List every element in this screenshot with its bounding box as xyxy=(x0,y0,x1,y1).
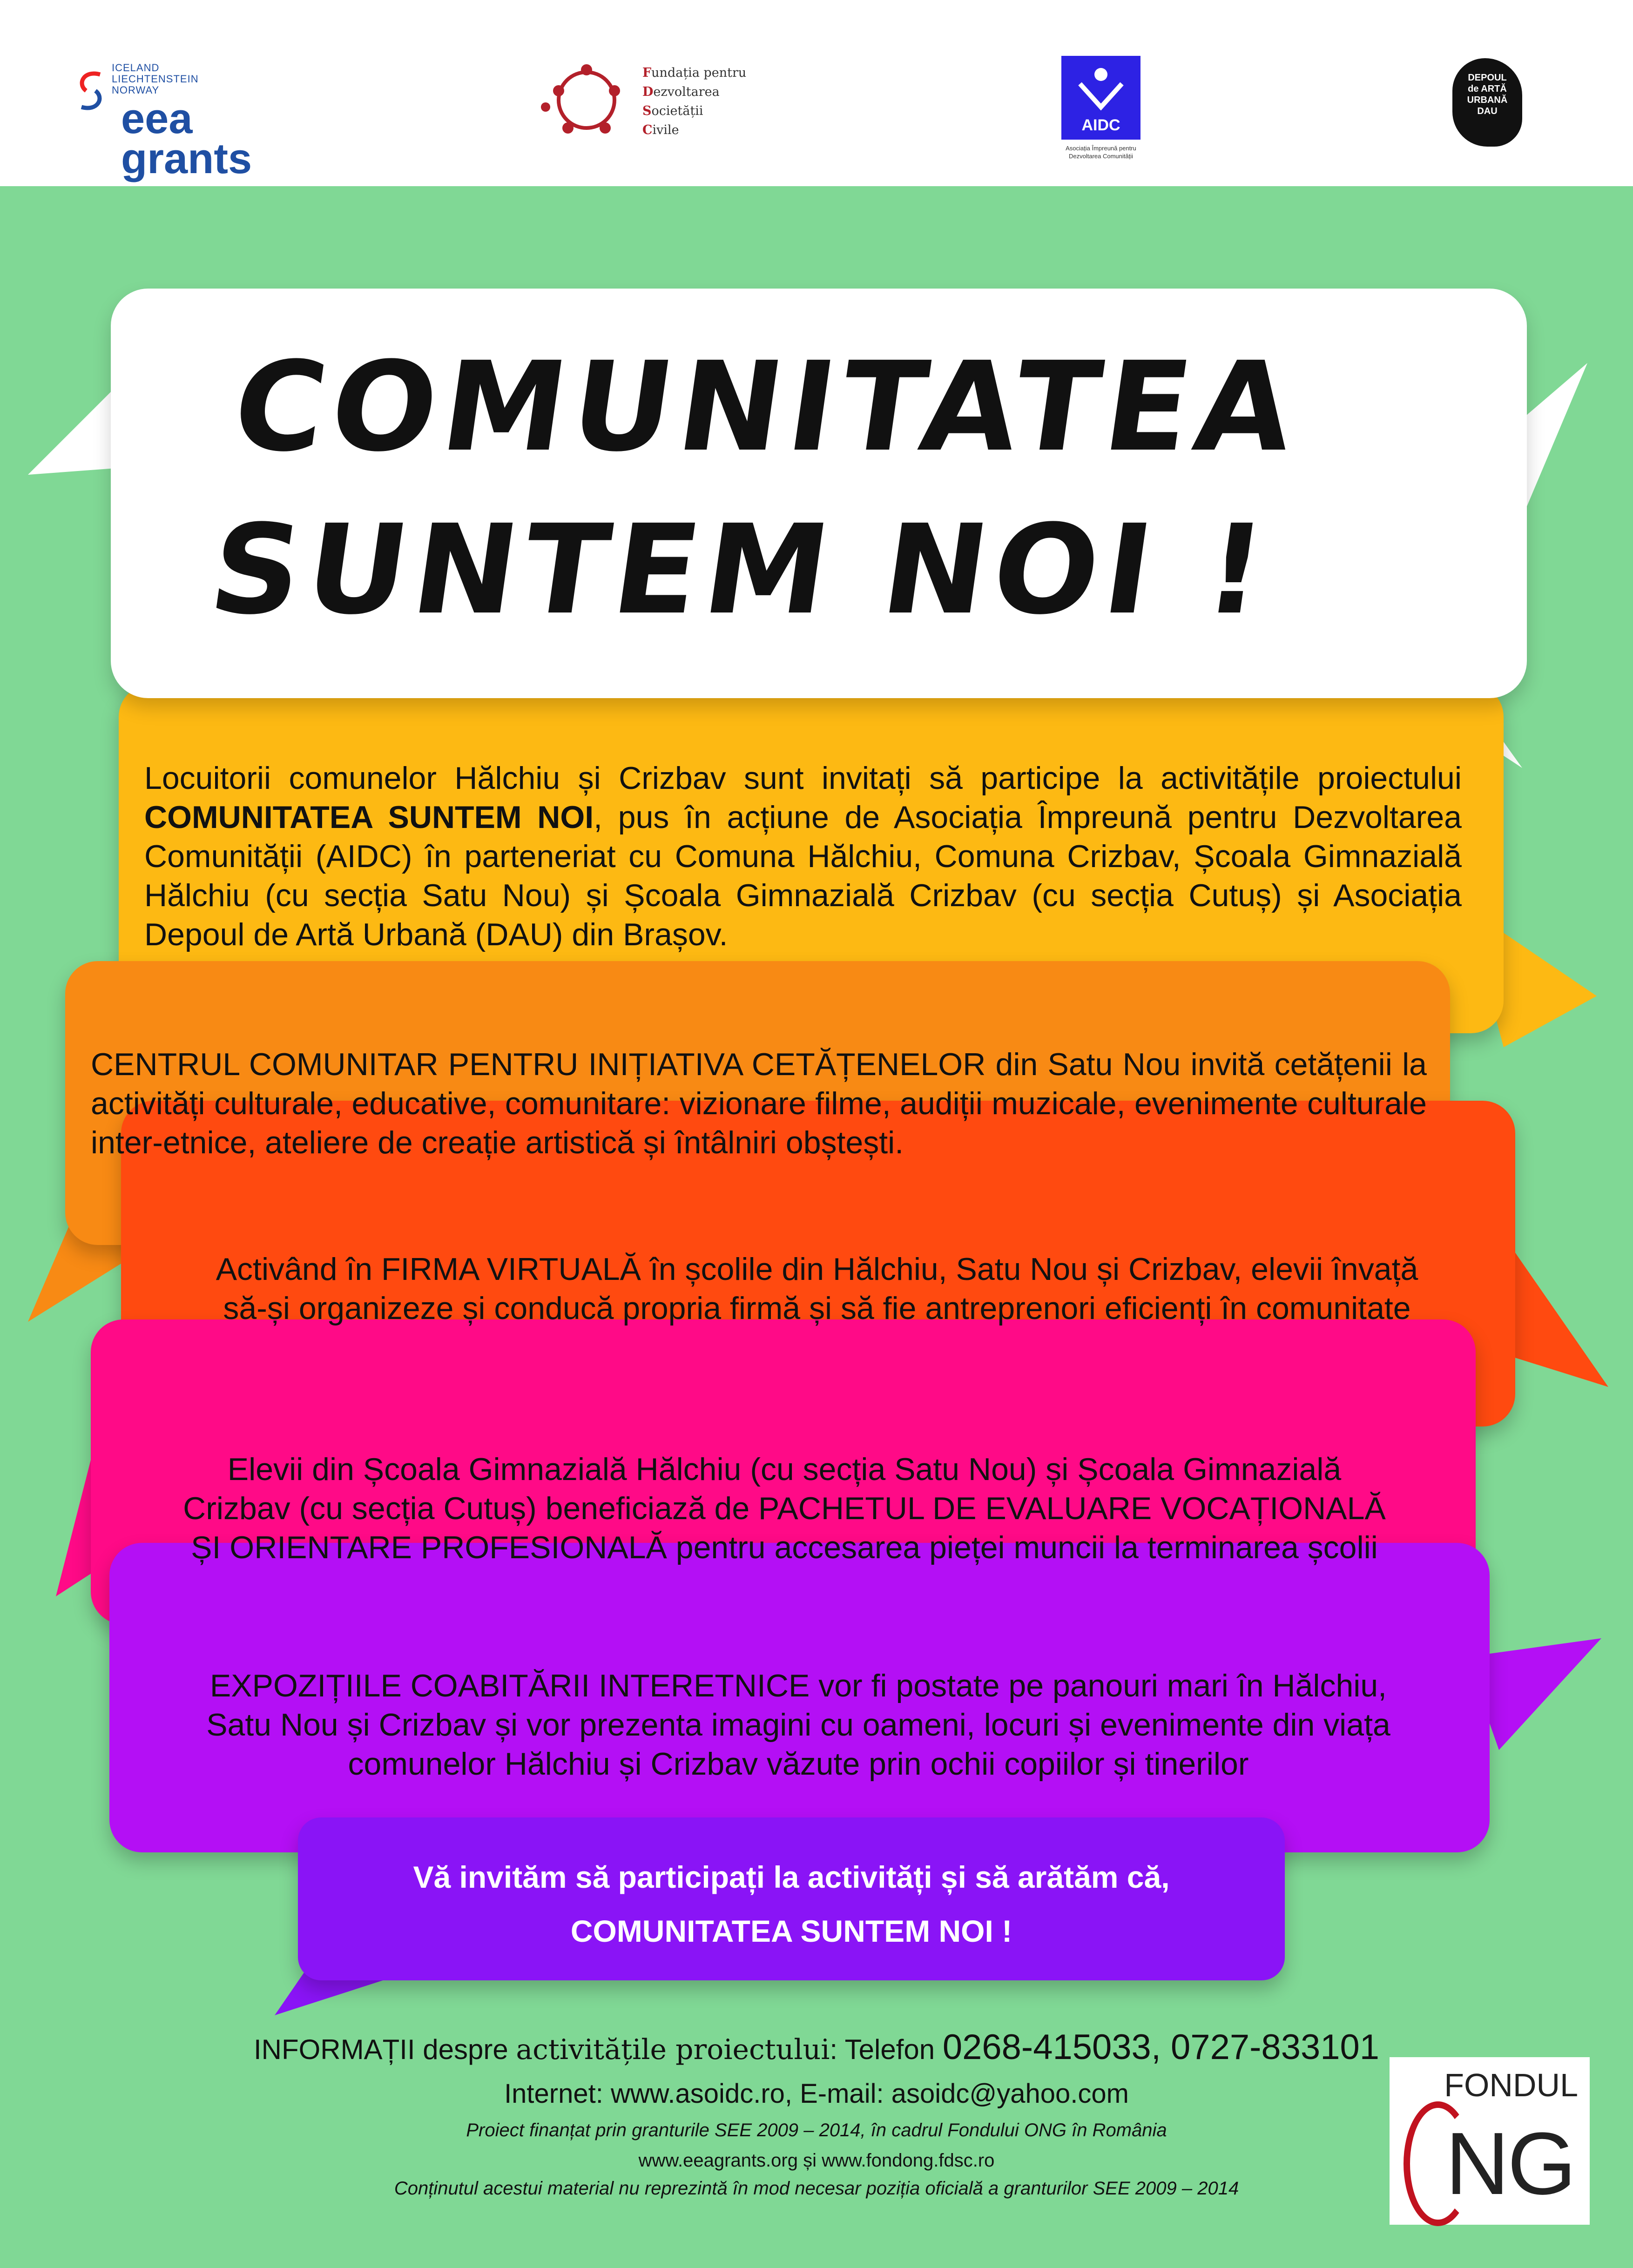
contact-phone-line: INFORMAȚII despre activitățile proiectului: Telefon 0268-415033, 0727-833101 xyxy=(253,2027,1380,2067)
intro-paragraph: Locuitorii comunelor Hălchiu și Crizbav sunt invitați să participe la activitățile proiectului COMUNITATEA SUNTEM NOI, pus în acțiune de Asociația Împreună pentru Dezvoltarea Comunității (AIDC) în parteneriat cu Comuna Hălchiu, Comuna Crizbav, Școala Gimnazială Hălchiu (cu secția Satu Nou) și Școala Gimnazială Crizbav (cu secția Cutuș) și Asociația Depoul de Artă Urbană (DAU) din Brașov. xyxy=(144,760,1462,952)
fdsc-name: Fundația pentru Dezvoltarea Societății Civile xyxy=(642,66,747,137)
community-center-paragraph: CENTRUL COMUNITAR PENTRU INIȚIATIVA CETĂȚENELOR din Satu Nou invită cetățenii la activități culturale, educative, comunitare: vizionare filme, audiții muzicale, evenimente culturale inter-etnice, ateliere de creație artistică și întâlniri obștești. xyxy=(91,1047,1427,1160)
vocational-package-paragraph: Elevii din Școala Gimnazială Hălchiu (cu secția Satu Nou) și Școala Gimnazială Crizbav (cu secția Cutuș) beneficiază de PACHETUL DE EVALUARE VOCAȚIONALĂ ȘI ORIENTARE PROFESIONALĂ pentru accesarea pieței muncii la terminarea școlii xyxy=(183,1452,1386,1565)
poster-title: COMUNITATEA SUNTEM NOI ! xyxy=(202,336,1309,642)
virtual-firm-paragraph: Activând în FIRMA VIRTUALĂ în școlile din Hălchiu, Satu Nou și Crizbav, elevii învață să-și organizeze și conducă propria firmă și să fie antreprenori eficienți în comunitate xyxy=(216,1252,1418,1326)
websites-note: www.eeagrants.org și www.fondong.fdsc.ro xyxy=(638,2150,995,2171)
invitation-paragraph: Vă invităm să participați la activități și să arătăm că, COMUNITATEA SUNTEM NOI ! xyxy=(413,1860,1170,1948)
aidc-subtitle: Asociația Împreună pentru Dezvoltarea Comunității xyxy=(1066,145,1136,160)
eea-name: eea grants xyxy=(121,95,252,182)
fondul-ong-logo: FONDUL NG xyxy=(1390,2057,1590,2225)
disclaimer-note: Conținutul acestui material nu reprezintă în mod necesar poziția oficială a granturilor SEE 2009 – 2014 xyxy=(394,2178,1239,2199)
funding-note: Proiect finanțat prin granturile SEE 2009 – 2014, în cadrul Fondului ONG în România xyxy=(466,2120,1167,2140)
svg-text:AIDC: AIDC xyxy=(1081,116,1120,134)
contact-internet-line: Internet: www.asoidc.ro, E-mail: asoidc@yahoo.com xyxy=(504,2079,1129,2109)
dau-logo-text: DEPOUL de ARTĂ URBANĂ DAU xyxy=(1467,73,1508,116)
exhibitions-paragraph: EXPOZIȚIILE COABITĂRII INTERETNICE vor fi postate pe panouri mari în Hălchiu, Satu Nou și Crizbav și vor prezenta imagini cu oameni, locuri și evenimente din viața comunelor Hălchiu și Crizbav văzute prin ochii copiilor și tinerilor xyxy=(206,1668,1390,1782)
eea-countries: ICELAND LIECHTENSTEIN NORWAY xyxy=(112,62,199,96)
